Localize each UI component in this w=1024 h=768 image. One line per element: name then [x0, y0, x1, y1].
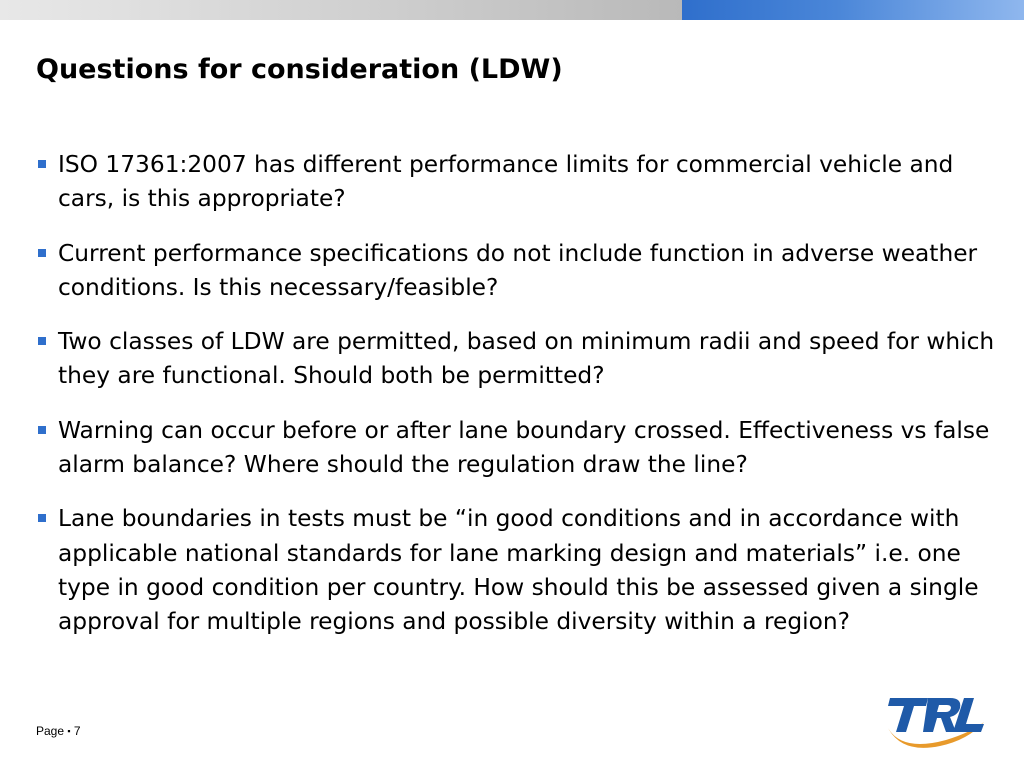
- top-banner-grey: [0, 0, 682, 20]
- square-bullet-icon: [38, 160, 46, 168]
- top-banner-blue: [682, 0, 1024, 20]
- bullet-item: [38, 414, 998, 483]
- page-label: Page: [36, 724, 65, 738]
- square-bullet-icon: [38, 514, 46, 522]
- square-bullet-icon: [38, 337, 46, 345]
- bullet-text: Current performance specifications do not include function in adverse weather conditions. Is this necessary/feasible?: [58, 239, 978, 301]
- bullet-item: [38, 325, 998, 394]
- footer-separator: ▪: [67, 726, 71, 736]
- bullet-item: [38, 502, 998, 639]
- page-footer: [36, 724, 81, 738]
- bullet-text: ISO 17361:2007 has different performance limits for commercial vehicle and cars, is this appropriate?: [58, 151, 954, 213]
- bullet-item: [38, 237, 998, 306]
- bullet-list: [38, 148, 998, 660]
- top-banner: [0, 0, 1024, 20]
- trl-logo: [884, 688, 990, 748]
- page-number: 7: [73, 724, 81, 738]
- bullet-text: Two classes of LDW are permitted, based on minimum radii and speed for which they are functional. Should both be permitted?: [58, 328, 995, 390]
- square-bullet-icon: [38, 426, 46, 434]
- bullet-text: Lane boundaries in tests must be “in good conditions and in accordance with applicable national standards for lane marking design and materials” i.e. one type in good condition per country. How should this be assessed given a single approval for multiple regions and possible diversity within a region?: [58, 505, 979, 636]
- bullet-item: [38, 148, 998, 217]
- slide-title: Questions for consideration (LDW): [36, 54, 563, 85]
- square-bullet-icon: [38, 249, 46, 257]
- bullet-text: Warning can occur before or after lane boundary crossed. Effectiveness vs false alarm balance? Where should the regulation draw the line?: [58, 416, 990, 479]
